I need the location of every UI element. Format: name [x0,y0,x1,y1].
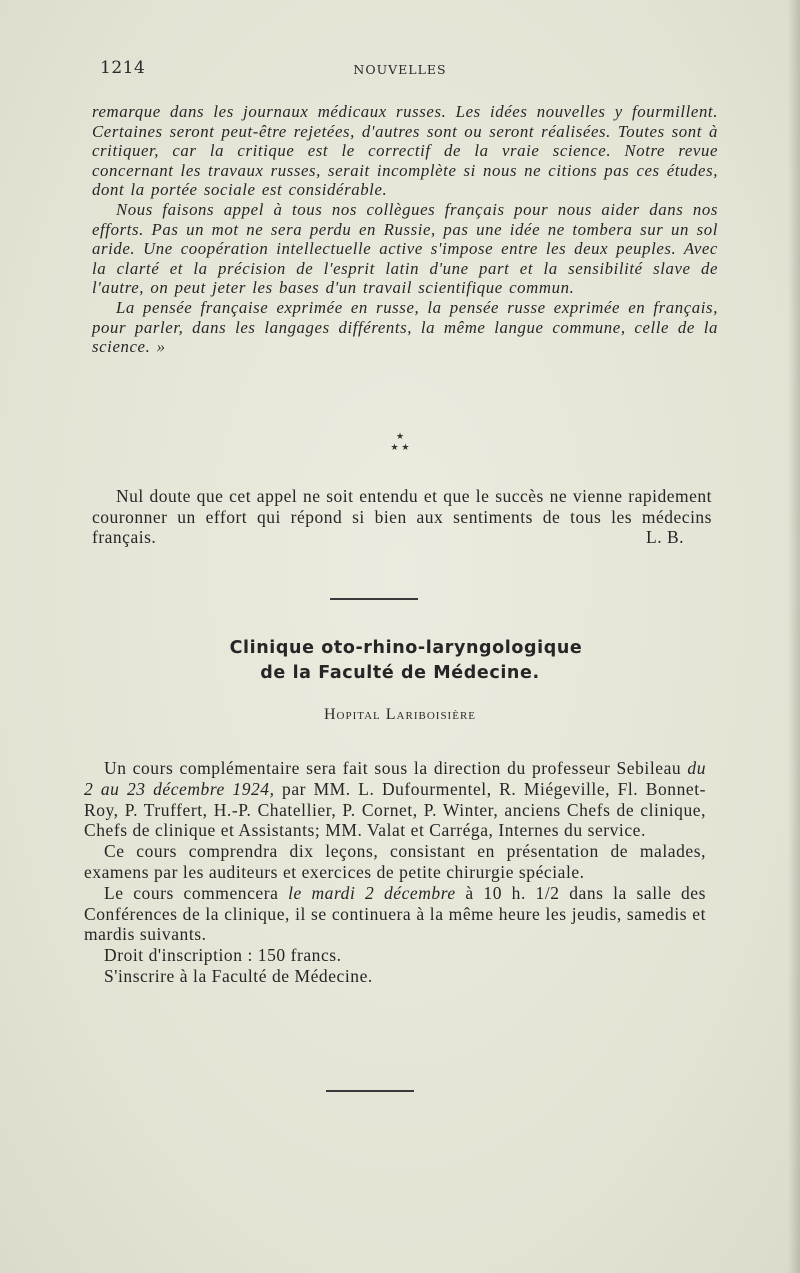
section-heading [0,636,800,686]
page-number: 1214 [100,58,146,78]
signature: L. B. [646,527,684,547]
running-head: NOUVELLES [353,62,447,77]
start-time: à 10 h. 1/2 [465,882,560,903]
quote-paragraph-2: Nous faisons appel à tous nos collègues français pour nous aider dans nos efforts. Pas un mot ne sera perdu en Russie, pas une idée ne tombera sur un sol aride. Une coopération intellectuelle active s'impose entre les deux peuples. Avec la clarté et la précision de l'esprit latin d'une part et la sensibilité slave de l'autre, on peut jeter les bases d'un travail scientifique commun. [92,199,718,298]
closing-paragraph [92,486,712,548]
closing-note [92,486,712,548]
announcement-p1-end: par MM. L. Dufourmentel, R. Miégeville, Fl. Bonnet-Roy, P. Truffert, H.-P. Chatellier, P. Cornet, P. Winter, anciens Chefs de clinique, Chefs de clinique et Assistants; MM. Valat et Carréga, Internes du service. [84,778,706,841]
registration-instructions: S'inscrire à la Faculté de Médecine. [104,965,373,986]
registration-fee: Droit d'inscription : 150 francs. [104,945,342,966]
section-subtitle: Hopital Lariboisière [324,706,476,723]
quote-paragraph-3: La pensée française exprimée en russe, la pensée russe exprimée en français, pour parler, dans les langages différents, la même langue commune, celle de la science. » [92,297,718,357]
announcement-paragraph-2: Ce cours comprendra dix leçons, consistant en présentation de malades, examens par les auditeurs et exercices de petite chirurgie spéciale. [84,841,706,882]
quote-paragraph-1: remarque dans les journaux médicaux russes. Les idées nouvelles y fourmillent. Certaines seront peut-être rejetées, d'autres sont ou seront réalisées. Toutes sont à critiquer, car la critique est le correctif de la vraie science. Notre revue concernant les travaux russes, serait incomplète si nous ne citions pas ces études, dont la portée sociale est considérable. [92,102,718,200]
start-date: le mardi 2 décembre [288,882,456,903]
divider-rule-bottom [326,1090,414,1092]
course-announcement [84,758,706,987]
announcement-paragraph-1 [84,758,706,841]
quoted-letter [92,102,718,357]
section-title-line-1: Clinique oto-rhino-laryngologique [229,638,583,658]
closing-text: Nul doute que cet appel ne soit entendu et que le succès ne vienne rapidement couronner un effort qui répond si bien aux sentiments de tous les médecins français. [92,486,712,547]
asterism-separator: ★ ★ ★ [390,432,410,453]
announcement-p3-start: Le cours commencera [104,882,279,903]
section-title-line-2: de la Faculté de Médecine. [260,663,540,683]
course-dates: du 2 au 23 décembre 1924, [84,758,706,799]
announcement-p1-start: Un cours complémentaire sera fait sous la direction du professeur Sebileau [104,758,682,778]
divider-rule-top [330,598,418,600]
announcement-paragraph-3 [84,883,706,945]
announcement-p3-end: dans la salle des Conférences de la clinique, il se continuera à la même heure les jeudis, samedis et mardis suivants. [84,882,706,945]
